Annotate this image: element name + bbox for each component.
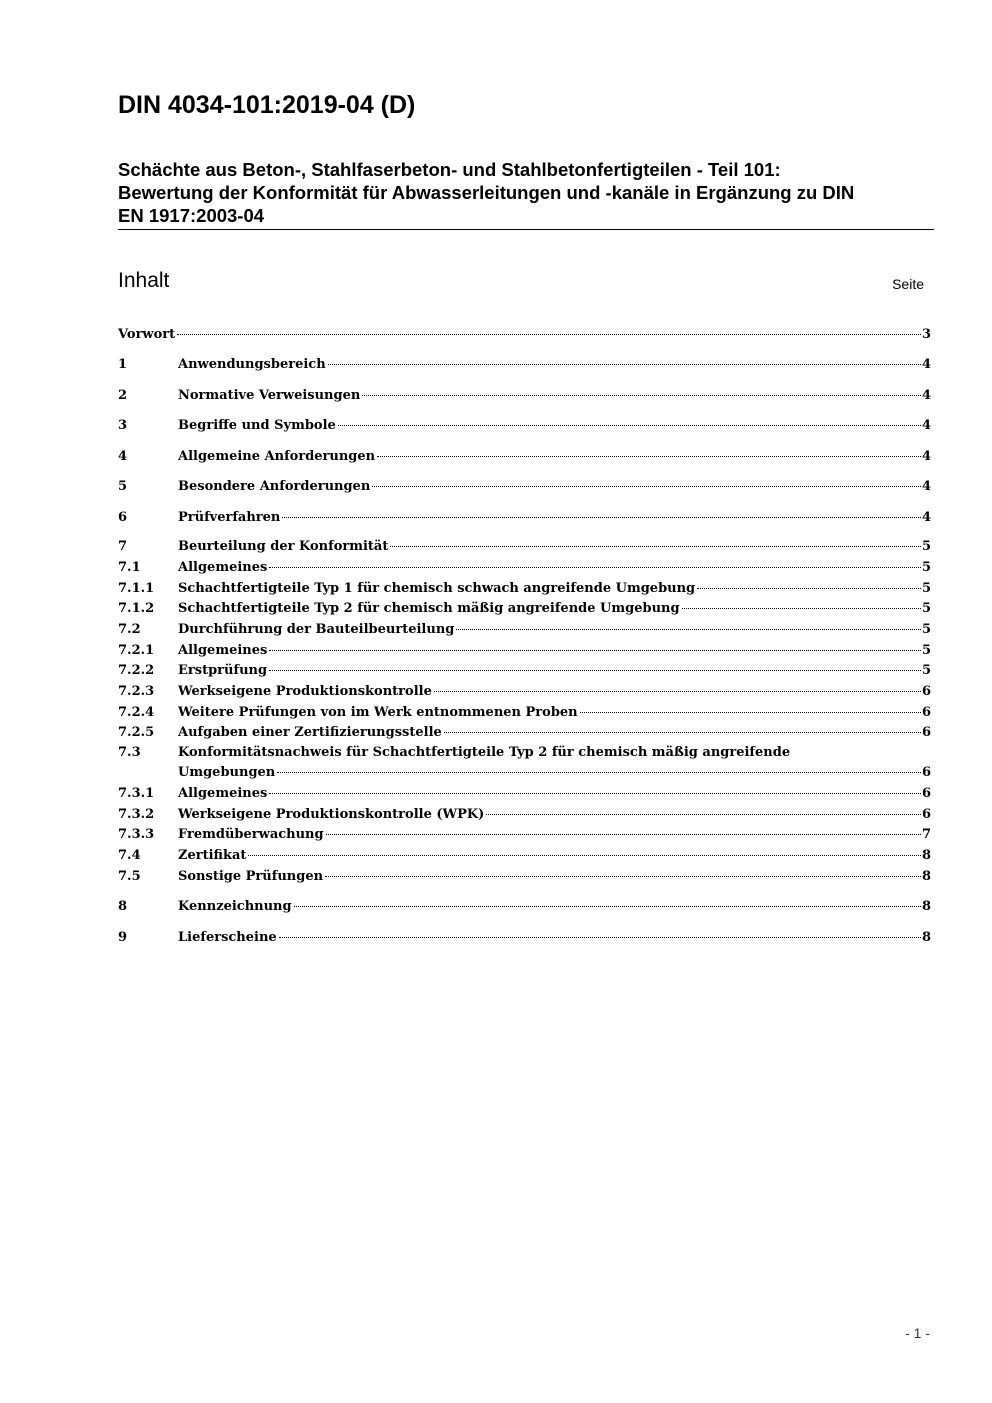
toc-entry-page: 6 (921, 705, 931, 720)
toc-dot-leader (269, 650, 921, 651)
toc-entry[interactable] (118, 784, 931, 804)
toc-entry-number: 7.1.2 (118, 601, 155, 616)
toc-entry[interactable] (118, 386, 931, 406)
toc-dot-leader (444, 732, 921, 733)
toc-entry[interactable] (118, 743, 931, 783)
toc-entry-page: 6 (921, 786, 931, 801)
toc-entry-title: Lieferscheine (178, 930, 277, 945)
toc-dot-leader (294, 906, 921, 907)
toc-dot-leader (177, 334, 921, 335)
toc-entry-number: 7.3.1 (118, 786, 155, 801)
toc-entry-number: 9 (118, 930, 128, 945)
toc-entry-page: 3 (921, 327, 931, 342)
toc-entry[interactable] (118, 599, 931, 619)
toc-entry-page: 5 (921, 643, 931, 658)
toc-entry-number: 4 (118, 449, 128, 464)
toc-entry-title: Begriffe und Symbole (178, 418, 336, 433)
toc-entry[interactable] (118, 661, 931, 681)
toc-entry-number: 1 (118, 357, 128, 372)
toc-entry-number: 7.2 (118, 622, 141, 637)
toc-entry-title-continuation: Umgebungen (178, 765, 276, 780)
toc-dot-leader (697, 588, 921, 589)
toc-entry-page: 6 (921, 765, 931, 780)
toc-dot-leader (362, 395, 921, 396)
toc-entry-page: 4 (921, 357, 931, 372)
document-title-line: Schächte aus Beton-, Stahlfaserbeton- und Stahlbetonfertigteilen - Teil 101: (118, 159, 781, 180)
toc-entry[interactable] (118, 508, 931, 528)
toc-entry-title: Durchführung der Bauteilbeurteilung (178, 622, 455, 637)
toc-entry-number: 7.2.2 (118, 663, 155, 678)
toc-dot-leader (372, 486, 921, 487)
toc-entry-title: Beurteilung der Konformität (178, 539, 389, 554)
toc-entry-number: 2 (118, 388, 128, 403)
toc-entry-title: Zertifikat (178, 848, 247, 863)
toc-entry[interactable] (118, 355, 931, 375)
toc-entry-page: 5 (921, 622, 931, 637)
toc-entry-number: 7.1.1 (118, 581, 155, 596)
toc-dot-leader (269, 567, 921, 568)
toc-entry-number: 7.3.2 (118, 807, 155, 822)
toc-entry[interactable] (118, 723, 931, 743)
table-of-contents (118, 0, 931, 1403)
toc-entry-title: Allgemeine Anforderungen (178, 449, 376, 464)
toc-entry-page: 8 (921, 930, 931, 945)
toc-entry-page: 6 (921, 725, 931, 740)
document-title-line: EN 1917:2003-04 (118, 205, 265, 226)
toc-entry-page: 4 (921, 449, 931, 464)
toc-dot-leader (325, 876, 921, 877)
toc-entry-number: 7 (118, 539, 128, 554)
toc-entry-number: 7.1 (118, 560, 141, 575)
toc-entry-title: Schachtfertigteile Typ 1 für chemisch schwach angreifende Umgebung (178, 581, 696, 596)
toc-entry-page: 5 (921, 601, 931, 616)
toc-entry-title: Erstprüfung (178, 663, 268, 678)
toc-dot-leader (580, 712, 921, 713)
toc-entry[interactable] (118, 846, 931, 866)
toc-entry-page: 7 (921, 827, 931, 842)
toc-entry[interactable] (118, 416, 931, 436)
toc-entry-number: 7.2.4 (118, 705, 155, 720)
toc-dot-leader (328, 364, 921, 365)
toc-entry-page: 5 (921, 581, 931, 596)
toc-entry-page: 8 (921, 899, 931, 914)
toc-entry-page: 6 (921, 684, 931, 699)
toc-entry-number: 7.3 (118, 745, 141, 760)
toc-entry-page: 5 (921, 539, 931, 554)
toc-entry-page: 4 (921, 418, 931, 433)
toc-entry-title: Anwendungsbereich (178, 357, 326, 372)
toc-entry[interactable] (118, 579, 931, 599)
page-number: - 1 - (905, 1325, 930, 1341)
toc-entry[interactable] (118, 703, 931, 723)
toc-dot-leader (390, 546, 921, 547)
toc-entry[interactable] (118, 477, 931, 497)
toc-entry[interactable] (118, 641, 931, 661)
toc-dot-leader (456, 629, 921, 630)
toc-entry-title: Fremdüberwachung (178, 827, 324, 842)
toc-entry-page: 4 (921, 388, 931, 403)
toc-entry-number: 7.5 (118, 869, 141, 884)
toc-dot-leader (269, 793, 921, 794)
toc-entry-title: Kennzeichnung (178, 899, 292, 914)
toc-entry-title: Prüfverfahren (178, 510, 281, 525)
toc-entry-number: 7.2.3 (118, 684, 155, 699)
toc-entry-page: 4 (921, 510, 931, 525)
toc-entry-number: 3 (118, 418, 128, 433)
toc-entry-title: Allgemeines (178, 643, 268, 658)
toc-entry-title: Allgemeines (178, 786, 268, 801)
toc-dot-leader (279, 937, 921, 938)
toc-entry-page: 6 (921, 807, 931, 822)
toc-entry-title: Konformitätsnachweis für Schachtfertigteile Typ 2 für chemisch mäßig angreifende (178, 745, 791, 760)
document-title-line: Bewertung der Konformität für Abwasserleitungen und -kanäle in Ergänzung zu DIN (118, 182, 855, 203)
toc-entry-number: 5 (118, 479, 128, 494)
toc-dot-leader (434, 691, 921, 692)
toc-heading: Inhalt (118, 269, 170, 292)
toc-page-column-label: Seite (892, 276, 924, 292)
toc-entry[interactable] (118, 805, 931, 825)
toc-dot-leader (326, 834, 921, 835)
toc-entry-title: Besondere Anforderungen (178, 479, 371, 494)
toc-entry-title: Allgemeines (178, 560, 268, 575)
toc-entry-title: Werkseigene Produktionskontrolle (WPK) (178, 807, 485, 822)
toc-entry-number: 7.3.3 (118, 827, 155, 842)
toc-dot-leader (269, 670, 921, 671)
toc-entry[interactable] (118, 928, 931, 948)
toc-entry[interactable] (118, 682, 931, 702)
toc-entry[interactable] (118, 558, 931, 578)
toc-dot-leader (282, 517, 921, 518)
toc-entry[interactable] (118, 325, 931, 345)
toc-entry-title: Vorwort (118, 327, 176, 342)
toc-dot-leader (682, 608, 921, 609)
toc-dot-leader (248, 855, 921, 856)
toc-entry-title: Weitere Prüfungen von im Werk entnommenen Proben (178, 705, 578, 720)
toc-entry-title: Sonstige Prüfungen (178, 869, 324, 884)
toc-dot-leader (486, 814, 921, 815)
toc-dot-leader (377, 456, 921, 457)
toc-dot-leader (277, 772, 921, 773)
toc-entry-number: 7.4 (118, 848, 141, 863)
toc-entry[interactable] (118, 897, 931, 917)
document-id: DIN 4034-101:2019-04 (D) (118, 91, 416, 119)
toc-entry[interactable] (118, 620, 931, 640)
toc-entry-title: Aufgaben einer Zertifizierungsstelle (178, 725, 442, 740)
toc-entry-page: 8 (921, 848, 931, 863)
toc-entry-number: 6 (118, 510, 128, 525)
toc-entry-page: 8 (921, 869, 931, 884)
toc-entry-number: 8 (118, 899, 128, 914)
toc-entry[interactable] (118, 867, 931, 887)
toc-entry-number: 7.2.1 (118, 643, 155, 658)
toc-entry-title: Schachtfertigteile Typ 2 für chemisch mäßig angreifende Umgebung (178, 601, 680, 616)
toc-entry[interactable] (118, 537, 931, 557)
toc-entry-page: 5 (921, 663, 931, 678)
toc-entry[interactable] (118, 447, 931, 467)
toc-entry[interactable] (118, 825, 931, 845)
toc-entry-page: 4 (921, 479, 931, 494)
toc-dot-leader (338, 425, 921, 426)
toc-entry-page: 5 (921, 560, 931, 575)
toc-entry-title: Werkseigene Produktionskontrolle (178, 684, 432, 699)
toc-entry-number: 7.2.5 (118, 725, 155, 740)
toc-entry-title: Normative Verweisungen (178, 388, 361, 403)
